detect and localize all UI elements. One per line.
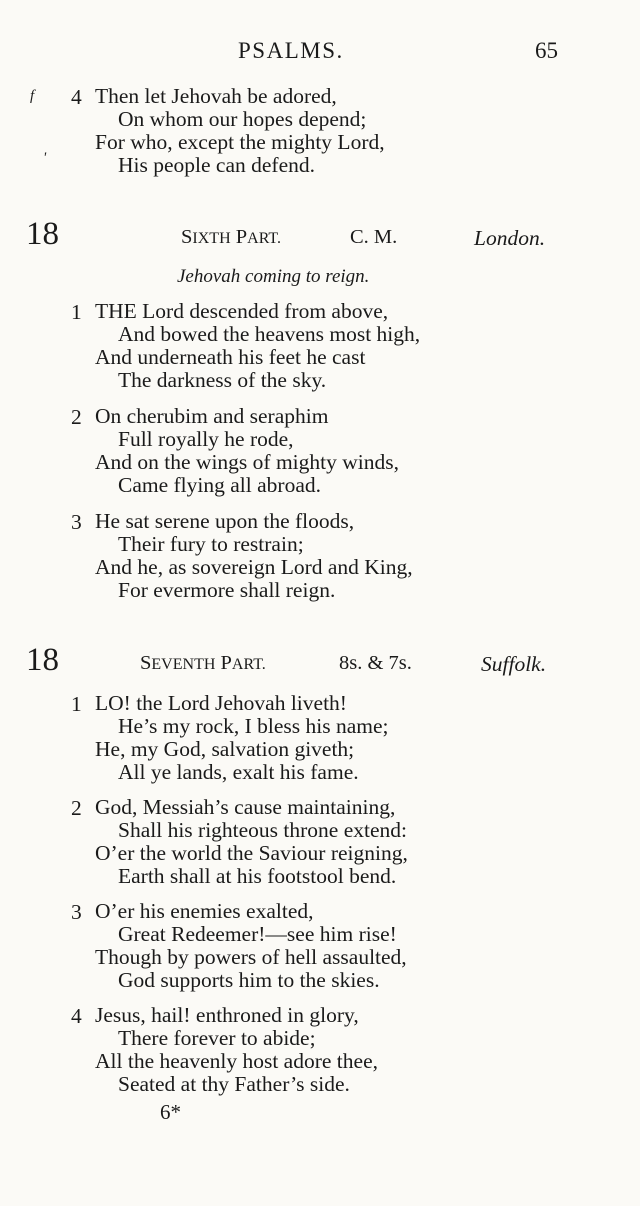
verse-line: Earth shall at his footstool bend. (118, 864, 397, 888)
verse-line: And underneath his feet he cast (95, 345, 366, 369)
verse-line: For who, except the mighty Lord, (95, 130, 385, 154)
verse-line: Came flying all abroad. (118, 473, 321, 497)
verse-line: For evermore shall reign. (118, 578, 336, 602)
verse-line: Their fury to restrain; (118, 532, 304, 556)
margin-mark-accent: ' (43, 150, 47, 166)
verse-line: He sat serene upon the floods, (95, 509, 355, 533)
verse-line: And on the wings of mighty winds, (95, 450, 399, 474)
verse-line: Though by powers of hell assaulted, (95, 945, 407, 969)
verse-line: All ye lands, exalt his fame. (118, 760, 359, 784)
verse-line: There forever to abide; (118, 1026, 316, 1050)
stanza-number: 4 (71, 1004, 82, 1028)
verse-line: God, Messiah’s cause maintaining, (95, 795, 396, 819)
verse-line: O’er his enemies exalted, (95, 899, 314, 923)
part-smallcaps: ART. (231, 656, 266, 673)
stanza-number: 3 (71, 510, 82, 534)
part-heading (140, 652, 266, 675)
margin-mark-forte: f (30, 88, 35, 104)
meter: 8s. & 7s. (339, 652, 412, 674)
verse-line: O’er the world the Saviour reigning, (95, 841, 408, 865)
part-smallcaps: EVENTH (151, 656, 216, 673)
signature-mark: 6* (160, 1100, 181, 1124)
verse-line: All the heavenly host adore thee, (95, 1049, 378, 1073)
verse-line: Full royally he rode, (118, 427, 294, 451)
stanza-number: 1 (71, 692, 82, 716)
page-number: 65 (535, 38, 558, 63)
meter: C. M. (350, 226, 398, 248)
part-initial: S (140, 652, 152, 674)
psalm-number: 18 (26, 642, 59, 678)
verse-line: On cherubim and seraphim (95, 404, 329, 428)
verse-line: God supports him to the skies. (118, 968, 380, 992)
tune-name: Suffolk. (481, 652, 547, 676)
part-heading (181, 226, 281, 249)
verse-line: His people can defend. (118, 153, 316, 177)
part-initial: S (181, 226, 193, 248)
part-smallcaps: IXTH (192, 230, 231, 247)
verse-line: Then let Jehovah be adored, (95, 84, 337, 108)
verse-line: THE Lord descended from above, (95, 299, 389, 323)
verse-line: Great Redeemer!—see him rise! (118, 922, 397, 946)
part-initial: P (235, 226, 248, 248)
psalm-number: 18 (26, 216, 59, 252)
tune-name: London. (474, 226, 546, 250)
running-head-title: PSALMS. (238, 38, 344, 63)
verse-line: Jesus, hail! enthroned in glory, (95, 1003, 359, 1027)
stanza-number: 1 (71, 300, 82, 324)
stanza-number: 3 (71, 900, 82, 924)
verse-line: He’s my rock, I bless his name; (118, 714, 389, 738)
verse-line: And he, as sovereign Lord and King, (95, 555, 413, 579)
verse-line: And bowed the heavens most high, (118, 322, 421, 346)
part-initial: P (220, 652, 232, 674)
psalm-subtitle: Jehovah coming to reign. (177, 266, 370, 287)
part-smallcaps: ART. (247, 230, 282, 247)
verse-line: On whom our hopes depend; (118, 107, 367, 131)
stanza-number: 2 (71, 405, 82, 429)
verse-line: The darkness of the sky. (118, 368, 327, 392)
stanza-number: 4 (71, 85, 82, 109)
verse-line: LO! the Lord Jehovah liveth! (95, 691, 347, 715)
verse-line: Seated at thy Father’s side. (118, 1072, 350, 1096)
stanza-number: 2 (71, 796, 82, 820)
verse-line: Shall his righteous throne extend: (118, 818, 408, 842)
verse-line: He, my God, salvation giveth; (95, 737, 355, 761)
